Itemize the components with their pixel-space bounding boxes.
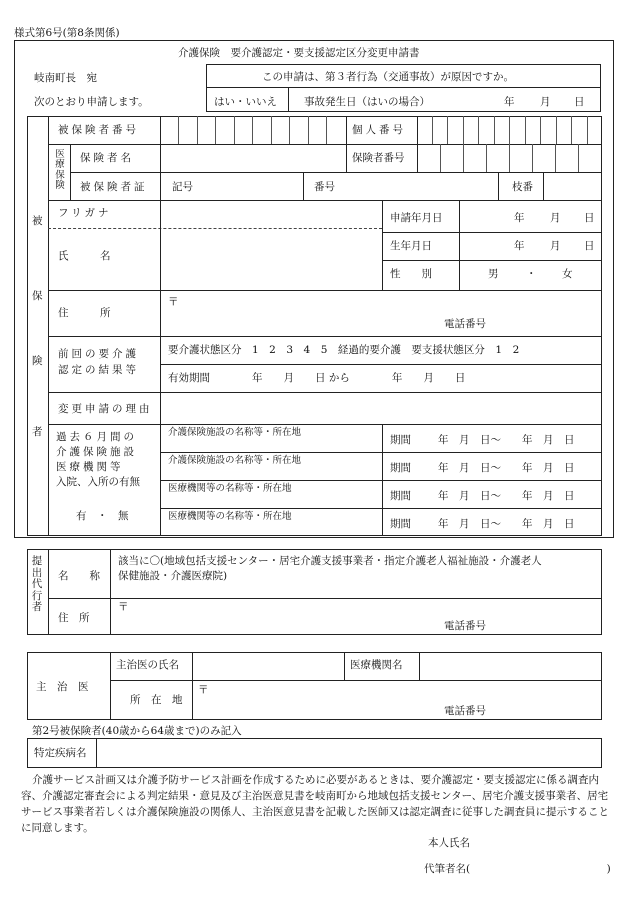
day-label: 日 [584, 240, 595, 252]
side-char: 者 [31, 601, 43, 614]
name-label: 氏 名 [58, 250, 111, 262]
past6-label-2: 介護保険施設 [56, 446, 137, 458]
facility-label: 介護保険施設の名称等・所在地 [168, 427, 302, 438]
side-char: 提 [31, 555, 43, 567]
period-dates[interactable]: 年 月 日～ 年 月 日 [438, 462, 575, 474]
accident-date-label: 事故発生日（はいの場合） [304, 96, 430, 108]
postal-mark: 〒 [198, 684, 209, 696]
side-char: 険 [32, 355, 43, 367]
period-dates[interactable]: 年 月 日～ 年 月 日 [438, 434, 575, 446]
institution-label: 医療機関名 [350, 659, 403, 671]
agent-side-label [30, 556, 44, 614]
insurer-no-field[interactable] [417, 144, 602, 172]
agent-name-label: 名 称 [58, 570, 100, 582]
symbol-label: 記号 [172, 181, 193, 193]
intro-text: 次のとおり申請します。 [34, 96, 149, 108]
side-char: 者 [32, 426, 43, 438]
signature-label: 本人氏名 [428, 837, 470, 849]
period-dates[interactable]: 年 月 日～ 年 月 日 [438, 518, 575, 530]
facility-label: 介護保険施設の名称等・所在地 [168, 455, 302, 466]
form-number: 様式第6号(第8条関係) [14, 27, 120, 39]
yes-no-option[interactable]: はい・いいえ [214, 96, 277, 108]
change-reason-label: 変更申請の理由 [58, 403, 153, 415]
agent-address-label: 住 所 [58, 612, 90, 624]
period-label: 期間 [390, 518, 411, 530]
form-title: 介護保険 要介護認定・要支援認定区分変更申請書 [178, 47, 420, 59]
postal-mark: 〒 [168, 296, 179, 308]
agent-address-input[interactable] [111, 599, 601, 634]
side-char: 出 [31, 566, 43, 579]
year-label: 年 [514, 240, 525, 252]
period-label: 期間 [390, 462, 411, 474]
medical-label: 医療機関等の名称等・所在地 [168, 483, 292, 494]
past6-label: 過去６月間の [56, 431, 137, 443]
institution-input[interactable] [420, 653, 601, 679]
birth-date-label: 生年月日 [390, 240, 432, 252]
insurer-name-field[interactable] [161, 145, 345, 171]
month-label: 月 [540, 96, 551, 108]
phone-label: 電話番号 [444, 620, 486, 632]
year-label: 年 [504, 96, 515, 108]
male-option[interactable]: 男 [488, 268, 499, 280]
insured-no-field[interactable] [160, 116, 346, 144]
period-dates[interactable]: 年 月 日～ 年 月 日 [438, 490, 575, 502]
third-party-question: この申請は、第３者行為（交通事故）が原因ですか。 [262, 71, 514, 83]
disease-note: 第2号被保険者(40歳から64歳まで)のみ記入 [32, 725, 242, 737]
day-label: 日 [584, 212, 595, 224]
address-input[interactable] [161, 291, 601, 335]
valid-period: 有効期間 年 月 日 から 年 月 日 [168, 372, 466, 384]
personal-no-field[interactable] [417, 116, 602, 144]
disease-label: 特定疾病名 [34, 747, 87, 759]
change-reason-input[interactable] [161, 393, 601, 423]
doctor-address-input[interactable] [193, 681, 601, 719]
phone-label: 電話番号 [444, 705, 486, 717]
day-label: 日 [574, 96, 585, 108]
prev-result-label-2: 認定の結果等 [58, 364, 139, 376]
personal-no-label: 個人番号 [352, 124, 406, 136]
agent-type-desc[interactable]: 該当に〇(地域包括支援センター・居宅介護支援事業者・指定介護老人福祉施設・介護老人 [118, 555, 542, 567]
yes-none-option[interactable]: 有 ・ 無 [76, 510, 129, 522]
branch-label: 枝番 [512, 181, 533, 193]
insurer-name-label: 保険者名 [80, 152, 134, 164]
insurer-no-label: 保険者番号 [352, 152, 405, 164]
medical-ins-label: 医療保険 [55, 149, 65, 192]
month-label: 月 [550, 240, 561, 252]
sex-label: 性 別 [390, 268, 432, 280]
period-label: 期間 [390, 490, 411, 502]
agent-type-desc-2[interactable]: 保健施設・介護医療院) [118, 570, 228, 582]
side-char: 代 [31, 578, 43, 591]
doctor-name-label: 主治医の氏名 [116, 659, 179, 671]
doctor-name-input[interactable] [193, 653, 343, 679]
consent-text: 介護サービス計画又は介護予防サービス計画を作成するために必要があるときは、要介護認定・要支援認定に係る調査内容、介護認定審査会による判定結果・意見及び主治医意見書を岐南町から地域包括支援センター、居宅介護支援事業者、居宅サービス事業者若しくは介護保険施設の関係人、主治医意見書を記載した医師又は認定調査に従事した調査員に提示することに同意します。 [21, 774, 609, 834]
month-label: 月 [550, 212, 561, 224]
medical-label: 医療機関等の名称等・所在地 [168, 511, 292, 522]
proxy-label: 代筆者名( ) [424, 863, 611, 875]
furigana-label: フリガナ [58, 207, 112, 219]
doctor-label: 主 治 医 [36, 681, 89, 693]
side-char: 被 [32, 215, 43, 227]
year-label: 年 [514, 212, 525, 224]
addressee: 岐南町長 宛 [34, 72, 97, 84]
name-input[interactable] [161, 201, 381, 289]
address-label: 住 所 [58, 307, 111, 319]
insured-card-label: 被保険者証 [80, 181, 148, 193]
insured-no-label: 被保険者番号 [58, 124, 139, 136]
disease-input[interactable] [97, 739, 601, 767]
female-option[interactable]: 女 [562, 268, 573, 280]
past6-label-4: 入院、入所の有無 [56, 476, 140, 488]
phone-label: 電話番号 [444, 318, 486, 330]
postal-mark: 〒 [118, 601, 129, 613]
care-level-options[interactable]: 要介護状態区分 1 2 3 4 5 経過的要介護 要支援状態区分 1 2 [168, 344, 520, 356]
sex-separator: ・ [526, 268, 537, 280]
side-char: 保 [32, 290, 43, 302]
prev-result-label: 前回の要介護 [58, 348, 139, 360]
past6-label-3: 医療機関等 [56, 461, 124, 473]
location-label: 所 在 地 [130, 694, 183, 706]
period-label: 期間 [390, 434, 411, 446]
side-char: 行 [31, 589, 43, 602]
apply-date-label: 申請年月日 [390, 212, 443, 224]
number-label: 番号 [314, 181, 335, 193]
